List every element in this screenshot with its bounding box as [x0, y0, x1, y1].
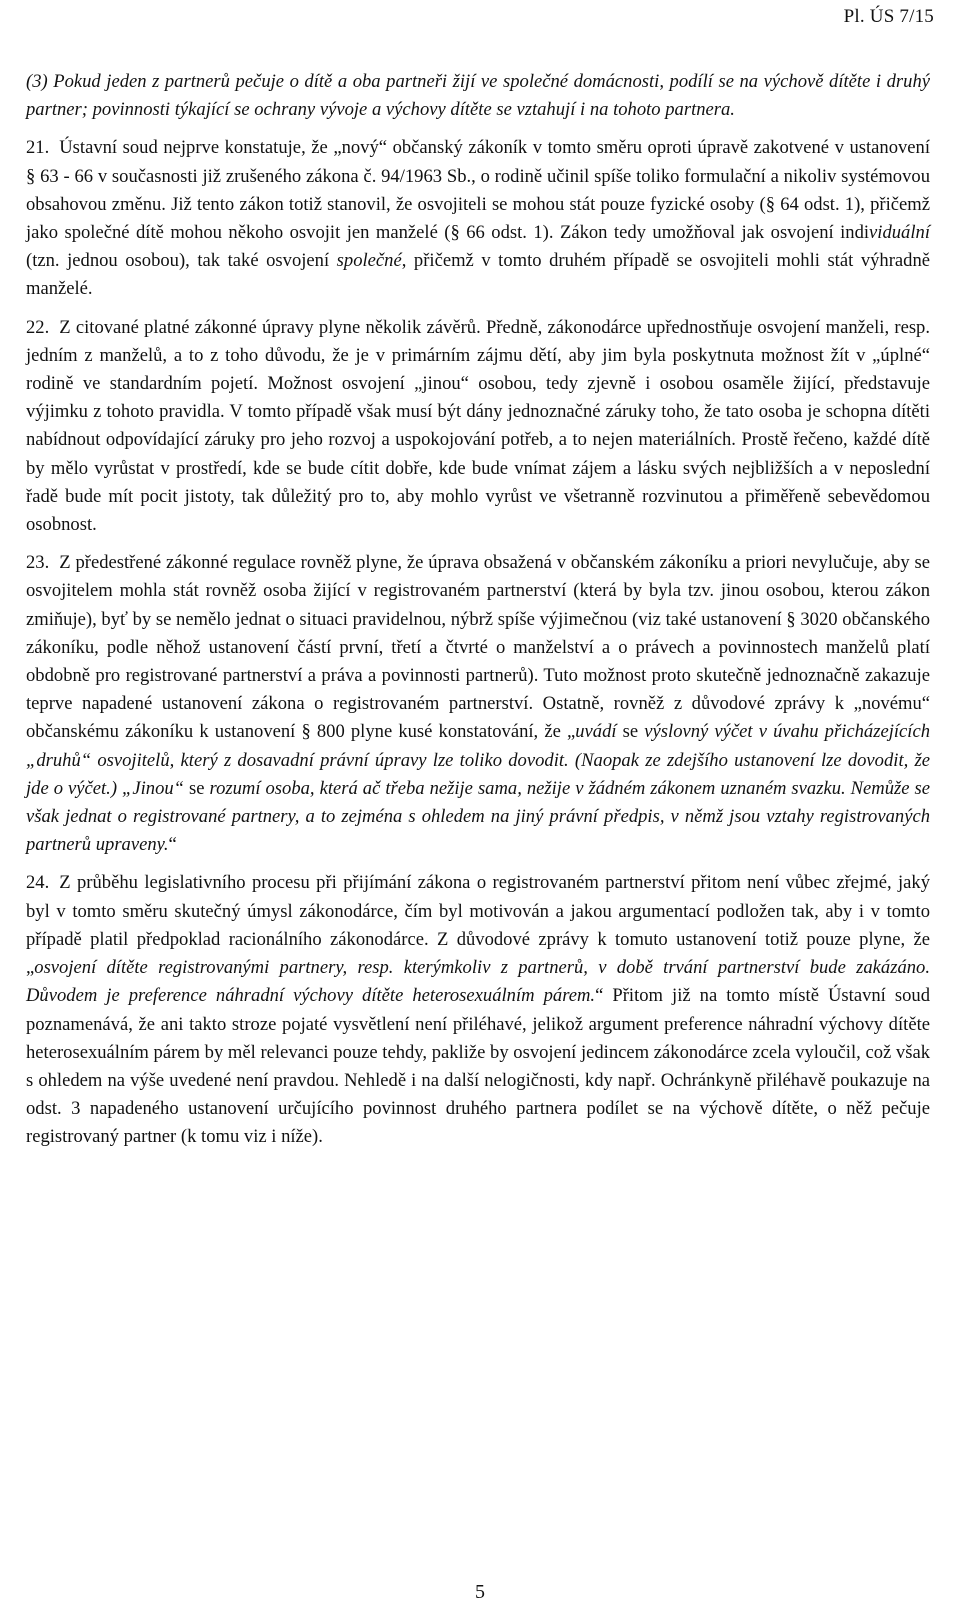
paragraph [26, 314, 930, 540]
text-segment: viduální [869, 222, 930, 244]
text-segment: Z průběhu legislativního procesu při přijímání zákona o registrovaném partnerství přitom není vůbec zřejmé, jaký byl v tomto směru skutečný úmysl zákonodárce, čím byl motivován a jakou argumentací podložen tak, aby i v tomto případě platil předpoklad racionálního zákonodárce. Z důvodové zprávy k tomuto ustanovení totiž pouze plyne, že „ [26, 872, 930, 979]
text-segment: osvojení dítěte registrovanými partnery, resp. kterýmkoliv z partnerů, v době trvání partnerství bude zakázáno. Důvodem je preference náhradní výchovy dítěte heterosexuálním párem. [26, 957, 930, 1007]
text-segment: uvádí [575, 721, 617, 743]
text-segment: se [184, 777, 210, 799]
paragraph-number: 23. [26, 552, 50, 574]
text-segment: Z předestřené zákonné regulace rovněž plyne, že úprava obsažená v občanském zákoníku a priori nevylučuje, aby se osvojitelem mohla stát rovněž osoba žijící v registrovaném partnerství (která by byla tzv. jinou osobou, kterou zákon zmiňuje), byť by se nemělo jednat o situaci pravidelnou, nýbrž spíše výjimečnou (viz také ustanovení § 3020 občanského zákoníku, podle něhož ustanovení částí první, třetí a čtvrté o manželství a o právech a povinnostech manželů platí obdobně pro registrované partnerství a práva a povinnosti partnerů). Tuto možnost proto skutečně jednoznačně zakazuje teprve napadené ustanovení zákona o registrovaném partnerství. Ostatně, rovněž z důvodové zprávy k „novému“ občanskému zákoníku k ustanovení § 800 plyne kusé konstatování, že „ [26, 552, 930, 743]
page-number: 5 [475, 1581, 485, 1603]
paragraph [26, 68, 930, 124]
paragraph [26, 134, 930, 303]
text-segment: společné [336, 250, 402, 272]
text-segment: “ Přitom již na tomto místě Ústavní soud poznamenává, že ani takto stroze pojaté vysvětlení není přiléhavé, jelikož argument preference náhradní výchovy dítěte heterosexuálním párem by měl relevanci pouze tehdy, pakliže by osvojení jedincem zákonodárce zcela vyloučil, což však s ohledem na výše uvedené není pravdou. Nehledě i na další nelogičnosti, kdy např. Ochránkyně přiléhavě poukazuje na odst. 3 napadeného ustanovení určujícího povinnost druhého partnera podílet se na výchově dítěte, o něž pečuje registrovaný partner (k tomu viz i níže). [26, 985, 930, 1148]
text-segment: rozumí osoba, která ač třeba nežije sama, nežije v žádném zákonem uznaném svazku. Nemůže se však jednat o registrované partnery, a to zejména s ohledem na jiný právní předpis, v němž jsou vztahy registrovaných partnerů upraveny. [26, 777, 931, 856]
text-segment: (tzn. jednou osobou), tak také osvojení [26, 250, 337, 272]
text-segment: se [616, 721, 645, 743]
document-body [26, 68, 930, 1152]
text-segment: Ústavní soud nejprve konstatuje, že „nový“ občanský zákoník v tomto směru oproti úpravě zakotvené v ustanovení § 63 - 66 v současnosti již zrušeného zákona č. 94/1963 Sb., o rodině učinil spíše toliko formulační a nikoliv systémovou obsahovou změnu. Již tento zákon totiž stanovil, že osvojiteli se mohou stát pouze fyzické osoby (§ 64 odst. 1), přičemž jako společné dítě mohou někoho osvojit jen manželé (§ 66 odst. 1). Zákon tedy umožňoval jak osvojení indi [26, 137, 930, 244]
text-segment: “ [168, 834, 177, 856]
case-reference: Pl. ÚS 7/15 [843, 6, 934, 27]
paragraph [26, 549, 930, 859]
text-segment: , přičemž v tomto druhém případě se osvojiteli mohli stát výhradně manželé. [26, 250, 930, 300]
paragraph [26, 869, 930, 1151]
text-segment: Z citované platné zákonné úpravy plyne několik závěrů. Předně, zákonodárce upřednostňuje osvojení manželi, resp. jedním z manželů, a to z toho důvodu, že je v primárním zájmu dětí, aby jim byla poskytnuta možnost žít v „úplné“ rodině ve standardním pojetí. Možnost osvojení „jinou“ osobou, tedy zjevně i osobou osaměle žijící, představuje výjimku z tohoto pravidla. V tomto případě však musí být dány jednoznačné záruky toho, že tato osoba je schopna dítěti nabídnout odpovídající záruky pro jeho rozvoj a uspokojování potřeb, a to nejen materiálních. Prostě řečeno, každé dítě by mělo vyrůstat v prostředí, kde se bude cítit dobře, kde bude vnímat zájem a lásku svých nejbližších a v neposlední řadě bude mít pocit jistoty, tak důležitý pro to, aby mohlo vyrůst ve všetranně rozvinutou a přiměřeně sebevědomou osobnost. [26, 316, 930, 536]
paragraph-number: 21. [26, 137, 50, 159]
paragraph-number: 24. [26, 872, 50, 894]
text-segment: (3) Pokud jeden z partnerů pečuje o dítě a oba partneři žijí ve společné domácnosti, podílí se na výchově dítěte i druhý partner; povinnosti týkající se ochrany vývoje a výchovy dítěte se vztahují i na tohoto partnera. [26, 71, 930, 121]
paragraph-number: 22. [26, 316, 50, 338]
text-segment: výslovný výčet v úvahu přicházejících „druhů“ osvojitelů, který z dosavadní právní úpravy lze toliko dovodit. (Naopak ze zdejšího ustanovení lze dovodit, že jde o výčet.) „Jinou“ [26, 721, 930, 799]
